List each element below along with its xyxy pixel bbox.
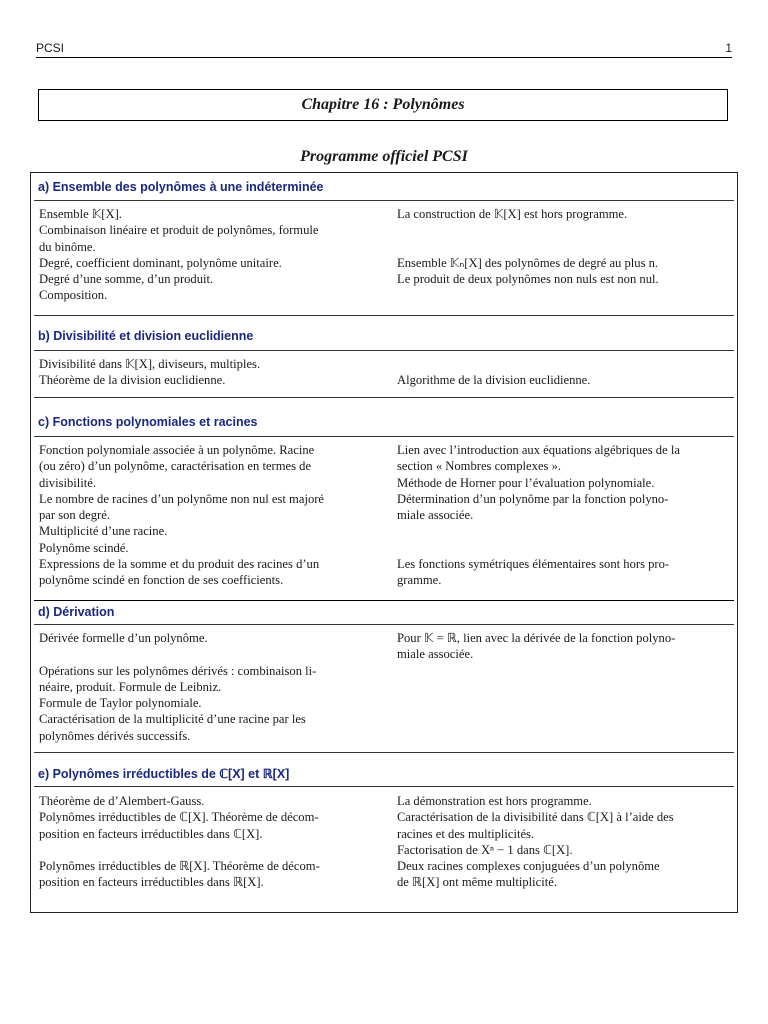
text-line: (ou zéro) d’un polynôme, caractérisation en termes de [39,459,312,474]
text-line: Formule de Taylor polynomiale. [39,696,202,711]
program-title: Programme officiel PCSI [300,148,468,165]
section-b-rule [34,350,734,351]
text-line: gramme. [397,573,442,588]
text-line: Polynômes irréductibles de ℝ[X]. Théorème de décom- [39,859,320,874]
text-line: La démonstration est hors programme. [397,794,592,808]
chapter-title: Chapitre 16 : Polynômes [301,96,465,113]
text-line: Caractérisation de la divisibilité dans ℂ[X] à l’aide des [397,810,674,825]
text-line: Composition. [39,288,108,303]
section-b-title: b) Divisibilité et division euclidienne [38,329,254,343]
text-line: Les fonctions symétriques élémentaires sont hors pro- [397,557,670,572]
text-line: polynômes dérivés successifs. [39,728,191,743]
text-line: divisibilité. [39,475,97,490]
section-c-title: c) Fonctions polynomiales et racines [38,415,258,429]
section-e-rule [34,786,734,787]
text-line: Ensemble 𝕂ₙ[X] des polynômes de degré au plus n. [397,255,659,270]
page-number: 1 [725,41,732,55]
text-line: miale associée. [397,508,474,523]
text-line: position en facteurs irréductibles dans ℝ[X]. [39,875,264,890]
text-line: Deux racines complexes conjuguées d’un polynôme [397,859,660,874]
text-line: Polynôme scindé. [39,540,129,555]
text-line: Pour 𝕂 = ℝ, lien avec la dérivée de la fonction polyno- [397,631,676,645]
text-line: Combinaison linéaire et produit de polynômes, formule [39,223,319,238]
section-divider [34,600,734,601]
header-left: PCSI [36,41,65,55]
text-line: Le produit de deux polynômes non nuls est non nul. [397,272,659,287]
section-e-left [39,793,371,891]
section-a-title: a) Ensemble des polynômes à une indéterminée [38,180,324,194]
section-e-title: e) Polynômes irréductibles de ℂ[X] et ℝ[X] [38,767,290,781]
text-line: Algorithme de la division euclidienne. [397,373,591,388]
text-line: Polynômes irréductibles de ℂ[X]. Théorème de décom- [39,810,319,825]
text-line: du binôme. [39,239,96,254]
text-line: Dérivée formelle d’un polynôme. [39,631,208,645]
text-line: Expressions de la somme et du produit des racines d’un [39,557,320,572]
text-line: Lien avec l’introduction aux équations algébriques de la [397,443,680,457]
text-line: Multiplicité d’une racine. [39,524,168,539]
text-line: Détermination d’un polynôme par la fonction polyno- [397,491,669,506]
section-c-right [397,442,731,589]
text-line: racines et des multiplicités. [397,826,535,841]
text-line: Fonction polynomiale associée à un polynôme. Racine [39,443,315,457]
section-divider [34,315,734,316]
section-divider [34,752,734,753]
text-line: Divisibilité dans 𝕂[X], diviseurs, multiples. [39,357,261,371]
text-line: Degré d’une somme, d’un produit. [39,272,214,287]
section-e-right [397,793,731,891]
text-line: Le nombre de racines d’un polynôme non nul est majoré [39,491,325,506]
section-a-left [39,206,371,304]
text-line: Méthode de Horner pour l’évaluation polynomiale. [397,475,655,490]
section-d-right [397,630,731,663]
text-line: Théorème de la division euclidienne. [39,373,226,388]
section-a-right [397,206,731,287]
text-line: section « Nombres complexes ». [397,459,562,474]
section-d-rule [34,624,734,625]
text-line: Factorisation de Xⁿ − 1 dans ℂ[X]. [397,842,573,857]
chapter-title-box [38,89,728,121]
section-a-rule [34,200,734,201]
section-d-left [39,630,371,744]
text-line: Opérations sur les polynômes dérivés : combinaison li- [39,663,317,678]
section-divider [34,397,734,398]
section-d-title: d) Dérivation [38,605,115,619]
text-line: par son degré. [39,508,110,523]
text-line: Ensemble 𝕂[X]. [39,207,122,221]
text-line: Théorème de d’Alembert-Gauss. [39,794,205,808]
text-line: miale associée. [397,647,474,662]
text-line: de ℝ[X] ont même multiplicité. [397,875,558,890]
section-c-rule [34,436,734,437]
text-line: Caractérisation de la multiplicité d’une racine par les [39,712,306,727]
section-b-right [397,356,731,389]
text-line: néaire, produit. Formule de Leibniz. [39,679,222,694]
section-c-left [39,442,371,589]
header-rule [36,57,732,58]
section-b-left [39,356,371,389]
text-line: La construction de 𝕂[X] est hors programme. [397,207,628,221]
text-line: polynôme scindé en fonction de ses coefficients. [39,573,284,588]
text-line: Degré, coefficient dominant, polynôme unitaire. [39,255,282,270]
text-line: position en facteurs irréductibles dans ℂ[X]. [39,826,263,841]
